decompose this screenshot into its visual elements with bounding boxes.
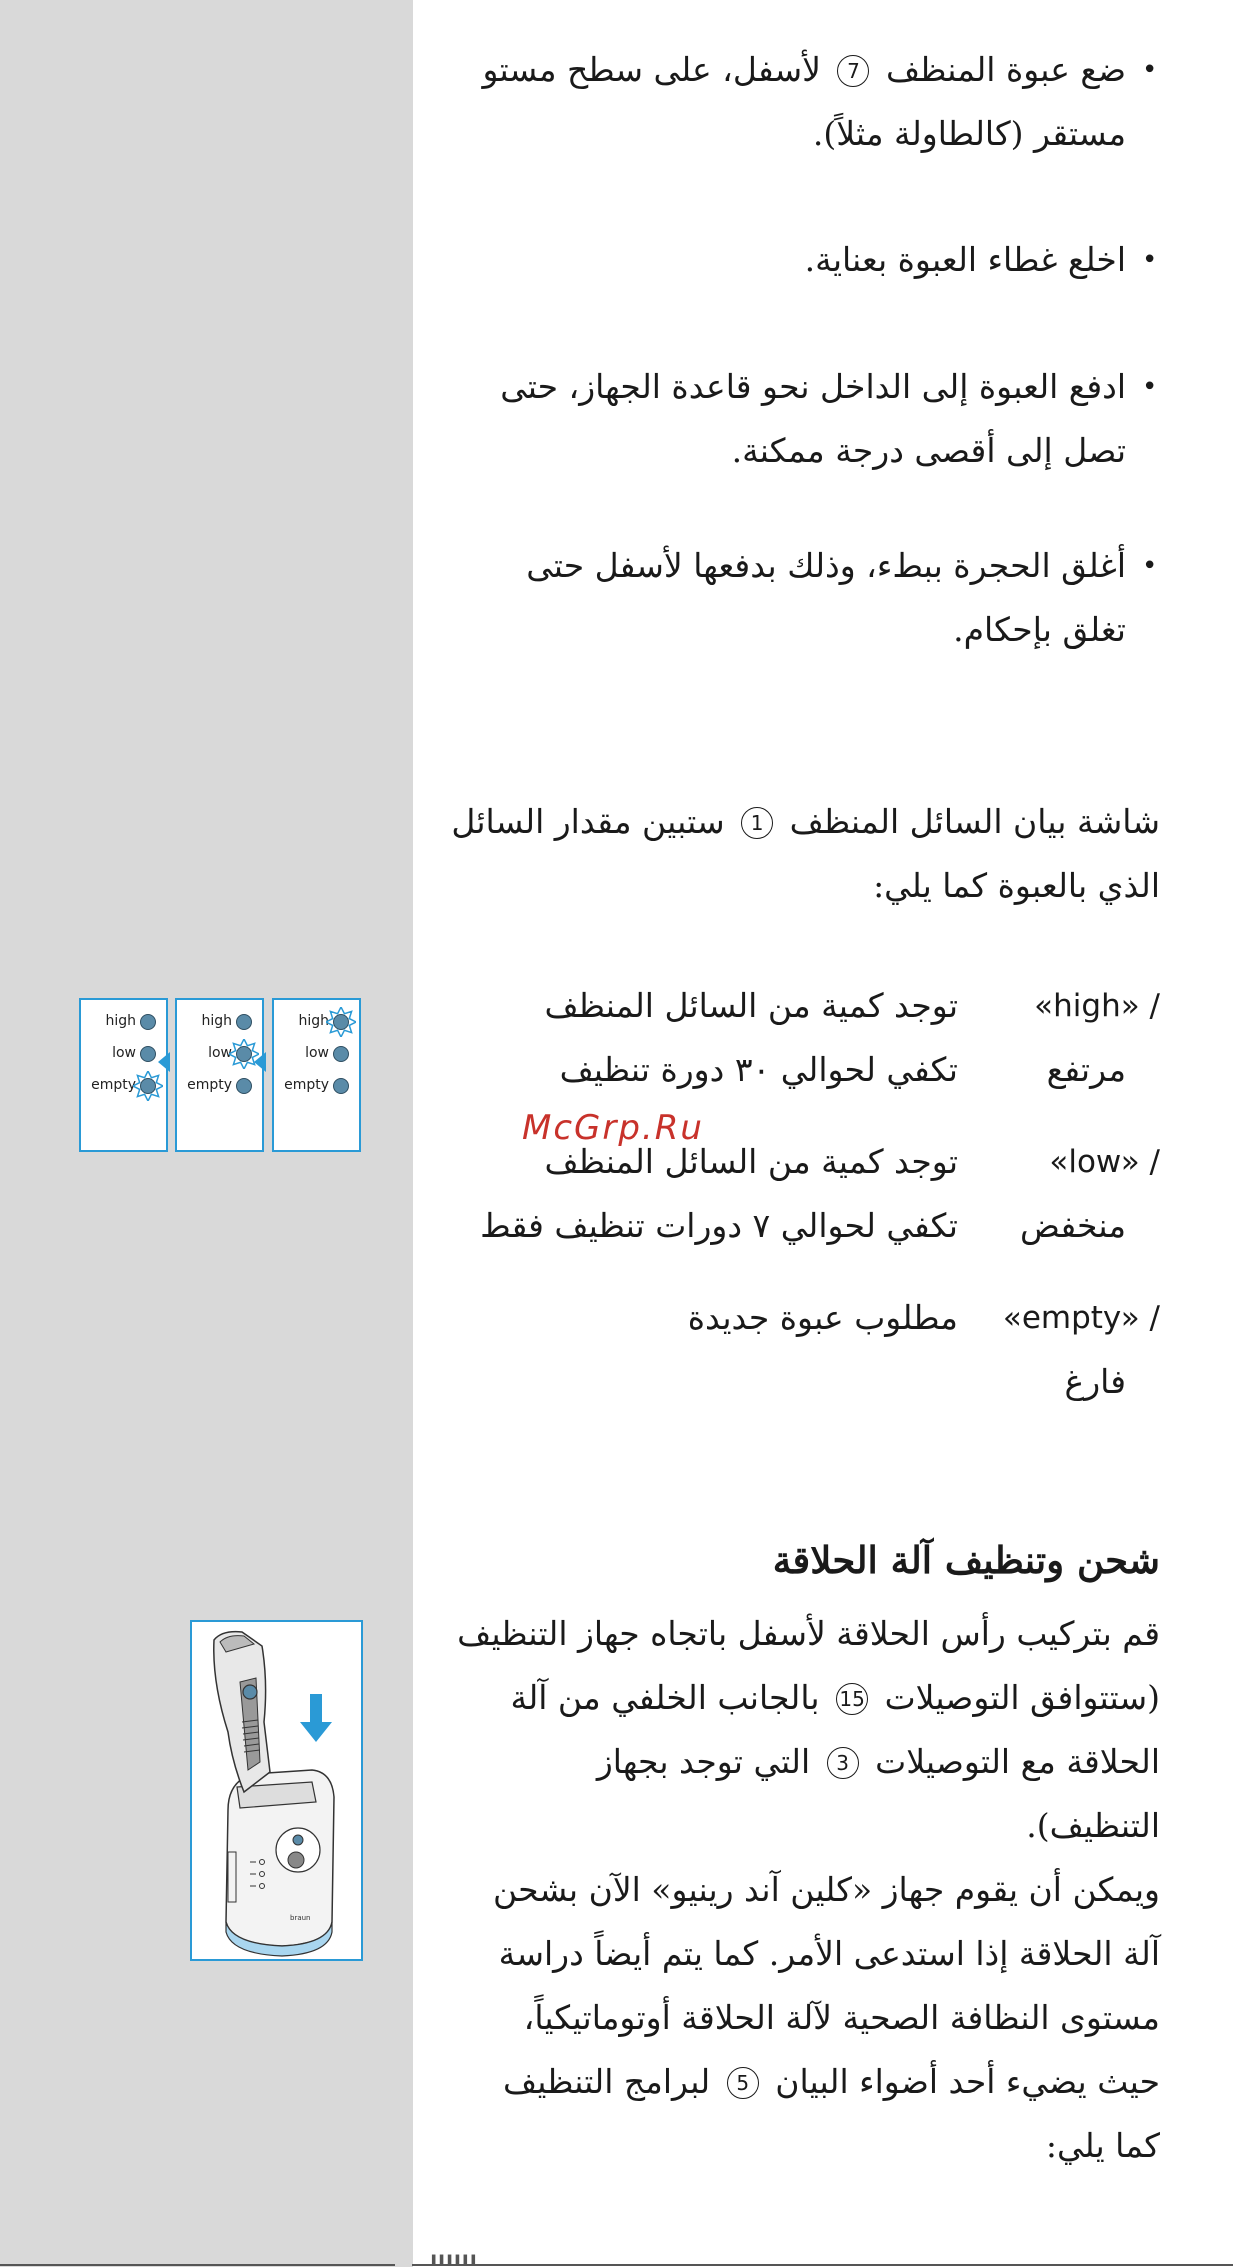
text-line	[457, 1858, 1160, 1922]
indicator-panel-high	[272, 998, 361, 1152]
flash-burst-icon	[326, 1007, 356, 1037]
indicator-row-low	[81, 1045, 166, 1065]
bullet-marker: •	[1142, 372, 1158, 402]
text-segment: كما يلي:	[1045, 2126, 1160, 2165]
indicator-label: low	[112, 1045, 136, 1061]
flash-burst-icon	[229, 1039, 259, 1069]
level-term-ar: مرتفع	[1046, 1050, 1126, 1089]
indicator-row-low	[177, 1045, 262, 1065]
reference-number: 3	[827, 1747, 859, 1779]
text-segment: حيث يضيء أحد أضواء البيان	[764, 2062, 1160, 2101]
reference-number: 1	[741, 807, 773, 839]
indicator-label: high	[201, 1013, 232, 1029]
indicator-row-empty	[177, 1077, 262, 1097]
level-desc: تكفي لحوالي ٣٠ دورة تنظيف	[559, 1050, 958, 1089]
footer-rule	[0, 2264, 395, 2266]
reference-number: 15	[836, 1683, 868, 1715]
indicator-row-high	[274, 1013, 359, 1033]
text-segment: ويمكن أن يقوم جهاز «كلين آند رينيو» الآن بشحن	[493, 1870, 1160, 1909]
arrow-down-icon	[300, 1694, 332, 1742]
bullet-text	[805, 228, 1126, 292]
indicator-row-empty	[274, 1077, 359, 1097]
indicator-panel-low	[175, 998, 264, 1152]
indicator-label: empty	[91, 1077, 136, 1093]
text-line	[457, 1602, 1160, 1666]
indicator-led-icon	[140, 1046, 156, 1062]
shaver-in-cleaner-image	[192, 1622, 361, 1959]
reference-number: 7	[837, 55, 869, 87]
text-line	[451, 854, 1160, 918]
indicator-label: empty	[187, 1077, 232, 1093]
text-line	[457, 1986, 1160, 2050]
section-body	[457, 1602, 1160, 2178]
text-segment: لأسفل، على سطح مستو	[482, 50, 832, 89]
level-term-ar: فارغ	[1064, 1362, 1126, 1401]
text-line	[482, 102, 1126, 166]
level-desc: توجد كمية من السائل المنظف	[544, 986, 958, 1025]
text-line	[457, 1922, 1160, 1986]
indicator-label: high	[298, 1013, 329, 1029]
indicator-label: empty	[284, 1077, 329, 1093]
level-term-low: «low» /	[1049, 1144, 1160, 1180]
text-segment: أغلق الحجرة ببطء، وذلك بدفعها لأسفل حتى	[526, 546, 1126, 585]
text-line	[457, 1794, 1160, 1858]
footer-rule	[412, 2264, 1233, 2266]
display-intro	[451, 790, 1160, 918]
level-term-empty: «empty» /	[1002, 1300, 1160, 1336]
text-line	[457, 1666, 1160, 1730]
indicator-row-high	[177, 1013, 262, 1033]
text-segment: لبرامج التنظيف	[503, 2062, 721, 2101]
text-line	[457, 2050, 1160, 2114]
reference-number: 5	[727, 2067, 759, 2099]
text-segment: مستقر (كالطاولة مثلاً).	[812, 114, 1126, 153]
text-line	[526, 534, 1126, 598]
text-line	[482, 38, 1126, 102]
text-line	[457, 1730, 1160, 1794]
text-segment: قم بتركيب رأس الحلاقة لأسفل باتجاه جهاز التنظيف	[457, 1614, 1160, 1653]
level-desc: مطلوب عبوة جديدة	[687, 1298, 958, 1337]
indicator-row-empty	[81, 1077, 166, 1097]
text-line	[500, 355, 1126, 419]
text-line	[457, 2114, 1160, 2178]
bullet-text	[526, 534, 1126, 662]
text-segment: تصل إلى أقصى درجة ممكنة.	[731, 431, 1126, 470]
text-segment: الذي بالعبوة كما يلي:	[873, 866, 1160, 905]
indicator-led-icon	[236, 1078, 252, 1094]
indicator-led-icon	[333, 1046, 349, 1062]
text-segment: الحلاقة مع التوصيلات	[864, 1742, 1160, 1781]
text-line	[500, 419, 1126, 483]
indicator-label: low	[208, 1045, 232, 1061]
section-heading: شحن وتنظيف آلة الحلاقة	[772, 1538, 1160, 1582]
flash-burst-icon	[133, 1071, 163, 1101]
indicator-led-icon	[236, 1014, 252, 1030]
bullet-marker: •	[1142, 55, 1158, 85]
text-line	[805, 228, 1126, 292]
level-desc: تكفي لحوالي ٧ دورات تنظيف فقط	[480, 1206, 958, 1245]
indicator-label: low	[305, 1045, 329, 1061]
text-line	[451, 790, 1160, 854]
shaver-illustration	[190, 1620, 363, 1961]
text-segment: شاشة بيان السائل المنظف	[779, 802, 1160, 841]
text-segment: (ستتوافق التوصيلات	[874, 1678, 1160, 1717]
indicator-led-icon	[140, 1014, 156, 1030]
level-desc: توجد كمية من السائل المنظف	[544, 1142, 958, 1181]
level-term-ar: منخفض	[1019, 1206, 1126, 1245]
text-segment: التنظيف).	[1026, 1806, 1160, 1845]
text-segment: ادفع العبوة إلى الداخل نحو قاعدة الجهاز، حتى	[500, 367, 1126, 406]
level-term-high: «high» /	[1034, 988, 1160, 1024]
bullet-marker: •	[1142, 551, 1158, 581]
indicator-label: high	[105, 1013, 136, 1029]
text-segment: مستوى النظافة الصحية لآلة الحلاقة أوتوماتيكياً،	[523, 1998, 1160, 2037]
bullet-text	[482, 38, 1126, 166]
text-segment: آلة الحلاقة إذا استدعى الأمر. كما يتم أيضاً دراسة	[498, 1934, 1160, 1973]
indicator-row-high	[81, 1013, 166, 1033]
text-segment: اخلع غطاء العبوة بعناية.	[804, 240, 1126, 279]
text-segment: ستبين مقدار السائل	[451, 802, 736, 841]
text-segment: بالجانب الخلفي من آلة	[510, 1678, 831, 1717]
bullet-marker: •	[1142, 245, 1158, 275]
brand-logo: braun	[290, 1914, 311, 1922]
indicator-row-low	[274, 1045, 359, 1065]
text-segment: تغلق بإحكام.	[953, 610, 1126, 649]
watermark: McGrp.Ru	[522, 1108, 704, 1148]
text-segment: التي توجد بجهاز	[596, 1742, 821, 1781]
text-segment: ضع عبوة المنظف	[875, 50, 1126, 89]
indicator-led-icon	[333, 1078, 349, 1094]
bullet-text	[500, 355, 1126, 483]
text-line	[526, 598, 1126, 662]
footer-code: ▌▌▌▌▌▌	[432, 2256, 480, 2266]
indicator-panel-empty	[79, 998, 168, 1152]
